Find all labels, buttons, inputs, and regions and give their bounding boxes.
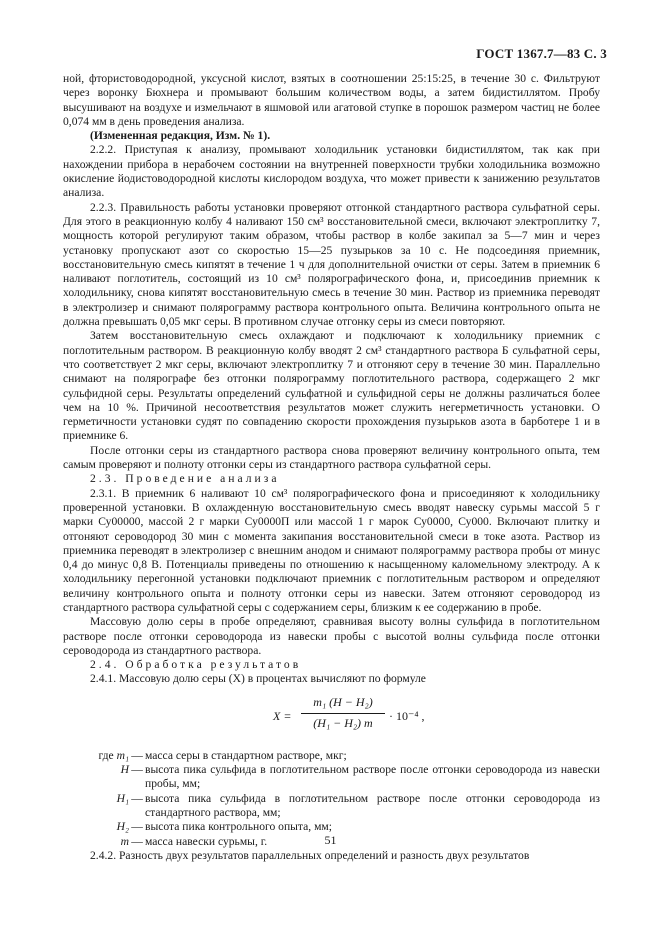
definition-dash: — <box>131 763 143 777</box>
page-header: ГОСТ 1367.7—83 С. 3 <box>476 46 607 61</box>
formula-lhs: X = <box>273 708 292 723</box>
paragraph: 2.4.2. Разность двух результатов параллельных определений и разность двух результатов <box>90 848 530 862</box>
definition-dash: — <box>131 748 143 762</box>
page-number: 51 <box>324 833 337 847</box>
paragraph: 2.4.1. Массовую долю серы (X) в процентах вычисляют по формуле <box>90 672 426 686</box>
definition-item <box>63 749 600 763</box>
paragraph: Массовую долю серы в пробе определяют, сравнивая высоту волны сульфида в поглотительном растворе после отгонки сероводорода из навески пробы с высотой волны сульфида после отгонки сероводорода из стандартного раствора. <box>63 615 600 657</box>
paragraph: Затем восстановительную смесь охлаждают и подключают к холодильнику приемник с поглотительным раствором. В реакционную колбу вводят 2 см³ стандартного раствора Б сульфатной серы, что соответствует 2 мкг серы, включают электроплитку 7 и отгоняют серу в течение 30 мин. Параллельно снимают на полярографе без отгонки полярограмму поглотительного раствора, содержащего 2 мкг сульфидной серы. Результаты определений сульфатной и сульфидной серы не должны различаться более чем на 10 %. Причиной несоответствия результатов может служить негерметичность установки. О герметичности установки судят по совпадению скорости прохождения пузырьков азота в барботере 1 и в приемнике 6. <box>63 329 600 443</box>
definition-item <box>63 763 600 792</box>
definition-symbol <box>63 749 129 763</box>
definition-item <box>63 792 600 821</box>
definitions-lead-word: где <box>98 748 114 762</box>
section-heading: 2.4. Обработка результатов <box>90 658 302 672</box>
formula-numerator: m₁ (H − H₂) <box>313 694 373 709</box>
definition-text: высота пика сульфида в поглотительном растворе после отгонки сероводорода из стандартного раствора, мм; <box>145 791 600 819</box>
document-body <box>63 72 600 863</box>
formula <box>63 687 600 745</box>
definition-text: масса навески сурьмы, г. <box>145 834 268 848</box>
paragraph: 2.2.3. Правильность работы установки проверяют отгонкой стандартного раствора сульфатной серы. Для этого в реакционную колбу 4 наливают 150 см³ восстановительной смеси, включают электроплитку 7, мощность которой регулируют таким образом, чтобы раствор в колбе закипал за 5—7 мин и через установку пропускают азот со скоростью 15—25 пузырьков за 10 с. Не подсоединяя приемник, восстановительную смесь кипятят в течение 1 ч для дополнительной очистки от серы. Затем в приемник 6 наливают поглотитель, состоящий из 10 см³ полярографического фона, и, присоединив приемник к холодильнику, снова кипятят восстановительную смесь в течение 30 мин. Раствор из приемника переводят в электролизер и снимают полярограмму раствора контрольного опыта. Величина контрольного опыта не должна превышать 0,05 мкг серы. В противном случае отгонку серы из смеси повторяют. <box>63 200 600 329</box>
formula-multiplier: · 10⁻⁴ , <box>389 708 425 723</box>
definition-symbol: m <box>120 834 129 848</box>
definition-dash: — <box>131 820 143 834</box>
paragraph: 2.2.2. Приступая к анализу, промывают холодильник установки бидистиллятом, так как при нахождении прибора в нерабочем состоянии на внутренней поверхности трубки холодильника возможно окисление йодистоводородной кислоты кислородом воздуха, что может привести к занижению результатов анализа. <box>63 143 600 200</box>
definition-symbol: H <box>120 763 129 777</box>
definition-dash: — <box>131 791 143 805</box>
definition-text: высота пика контрольного опыта, мм; <box>145 820 332 834</box>
definition-symbol-text: m₁ <box>116 748 129 762</box>
definition-text: высота пика сульфида в поглотительном растворе после отгонки сероводорода из навески пробы, мм; <box>145 763 600 791</box>
fraction-bar <box>301 713 385 714</box>
amendment-note: (Измененная редакция, Изм. № 1). <box>90 129 271 143</box>
paragraph: После отгонки серы из стандартного раствора снова проверяют величину контрольного опыта, тем самым проверяют и полноту отгонки серы из стандартного раствора сульфатной серы. <box>63 443 600 472</box>
formula-denominator: (H₁ − H₂) m <box>313 715 373 730</box>
definition-dash: — <box>131 834 143 848</box>
definition-text: масса серы в стандартном растворе, мкг; <box>145 748 347 762</box>
paragraph: ной, фтористоводородной, уксусной кислот, взятых в соотношении 25:15:25, в течение 30 с. Фильтруют через воронку Бюхнера и промывают большим количеством воды, а затем бидистиллятом. Пробу высушивают на воздухе и измельчают в яшмовой или агатовой ступке в порошок размером частиц не более 0,074 мм в день проведения анализа. <box>63 72 600 128</box>
paragraph: 2.3.1. В приемник 6 наливают 10 см³ полярографического фона и присоединяют к холодильнику проверенной установки. В охлажденную восстановительную смесь вводят навеску сурьмы массой 5 г марки Су00000, массой 2 г марки Су0000П или массой 1 г марок Су0000, Су000. Включают плитку и отгоняют сероводород 30 мин с момента закипания восстановительной смеси в токе азота. Раствор из приемника переводят в электролизер с внешним анодом и снимают полярограмму раствора пробы от минус 0,4 до минус 0,8 В. Потенциалы приведены по отношению к насыщенному каломельному электроду. А к холодильнику перегонной установки подключают приемник с поглотительным раствором и определяют величину контрольного опыта и полноту отгонки серы из навески. Затем отгоняют сероводород из стандартного раствора сульфатной серы с содержанием серы, близким к ее содержанию в пробе. <box>63 486 600 614</box>
definition-symbol: H₂ <box>116 820 129 834</box>
definition-symbol: H₁ <box>116 791 129 805</box>
section-heading: 2.3. Проведение анализа <box>90 472 280 486</box>
